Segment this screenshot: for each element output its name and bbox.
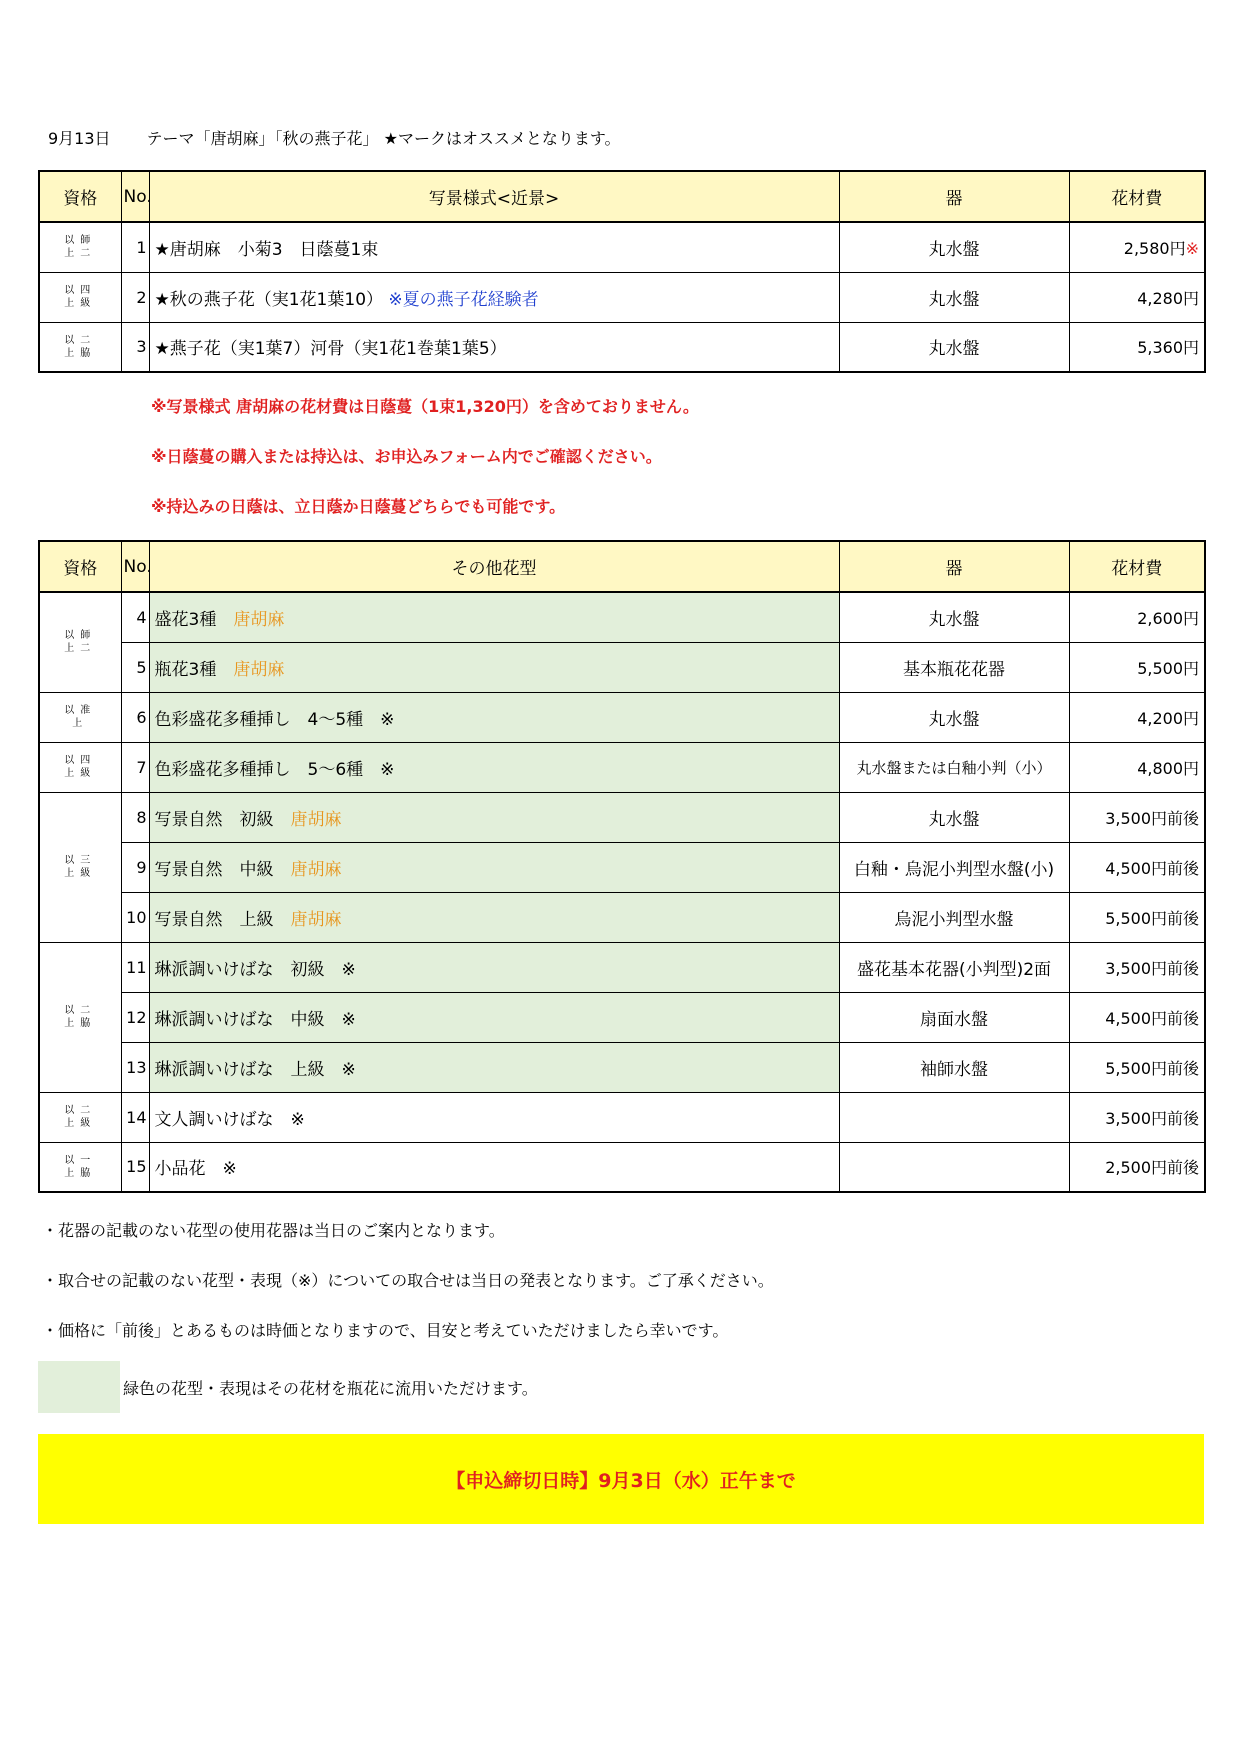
qual-top: 以准 (64, 705, 97, 716)
row-number: 2 (121, 272, 149, 322)
table-row (39, 742, 1205, 792)
style-name-cell (149, 842, 839, 892)
style-name: 琳派調いけばな 初級 ※ (149, 942, 839, 992)
vessel-name: 盛花基本花器(小判型)2面 (839, 942, 1069, 992)
style-name: ★唐胡麻 小菊3 日蔭蔓1束 (149, 222, 839, 272)
vessel-name: 丸水盤 (839, 222, 1069, 272)
vessel-name: 白釉・烏泥小判型水盤(小) (839, 842, 1069, 892)
style-name: ★秋の燕子花（実1花1葉10） (154, 289, 384, 310)
qual-top: 以三 (64, 855, 97, 866)
row-number: 7 (121, 742, 149, 792)
qual-cell (39, 222, 121, 272)
table-row (39, 992, 1205, 1042)
qual-top: 以四 (64, 755, 97, 766)
table-header-row (39, 541, 1205, 592)
price-value: 5,500円前後 (1069, 1042, 1205, 1092)
qual-bottom: 上二 (64, 248, 97, 260)
note-line: ※持込みの日蔭は、立日蔭か日蔭蔓どちらでも可能です。 (151, 497, 566, 516)
header-qual: 資格 (39, 171, 121, 222)
price-value: 3,500円前後 (1069, 942, 1205, 992)
qual-bottom: 上二 (64, 643, 97, 655)
table-row (39, 792, 1205, 842)
style-note: ※夏の燕子花経験者 (388, 289, 539, 310)
table-row (39, 692, 1205, 742)
vessel-name: 丸水盤 (839, 792, 1069, 842)
qual-top: 以四 (64, 285, 97, 296)
header-vessel: 器 (839, 541, 1069, 592)
vessel-name: 烏泥小判型水盤 (839, 892, 1069, 942)
header-price: 花材費 (1069, 541, 1205, 592)
row-number: 4 (121, 592, 149, 642)
table-row (39, 1042, 1205, 1092)
qual-bottom: 上級 (64, 868, 97, 879)
qual-cell (39, 322, 121, 372)
table-row (39, 272, 1205, 322)
price-value: 5,500円前後 (1069, 892, 1205, 942)
vessel-name: 丸水盤 (839, 272, 1069, 322)
qual-top: 以師 (64, 235, 97, 247)
row-number: 14 (121, 1092, 149, 1142)
style-name: 瓶花3種 (154, 659, 217, 680)
event-theme: テーマ「唐胡麻」「秋の燕子花」 ★マークはオススメとなります。 (146, 129, 621, 148)
style-name-cell (149, 592, 839, 642)
row-number: 1 (121, 222, 149, 272)
material-tag: 唐胡麻 (290, 859, 342, 880)
price-value: 4,200円 (1069, 692, 1205, 742)
style-name: 小品花 ※ (149, 1142, 839, 1192)
row-number: 10 (121, 892, 149, 942)
qual-top: 以二 (64, 334, 97, 346)
qual-bottom: 上脇 (64, 347, 97, 359)
style-name: 琳派調いけばな 中級 ※ (149, 992, 839, 1042)
qual-cell (39, 592, 121, 692)
qual-cell (39, 272, 121, 322)
qual-bottom: 上級 (64, 1118, 97, 1129)
qual-top: 以二 (64, 1105, 97, 1116)
header-no: No. (121, 171, 149, 222)
table-row (39, 1142, 1205, 1192)
table-row (39, 642, 1205, 692)
style-name-cell (149, 272, 839, 322)
event-date: 9月13日 (48, 129, 111, 148)
qual-bottom: 上 (72, 718, 89, 729)
table-row (39, 842, 1205, 892)
header-price: 花材費 (1069, 171, 1205, 222)
table-row (39, 222, 1205, 272)
style-name: 写景自然 初級 (154, 809, 274, 830)
deadline-text: 【申込締切日時】9月3日（水）正午まで (446, 1469, 796, 1492)
price-value: 4,280円 (1069, 272, 1205, 322)
price-value: 4,500円前後 (1069, 842, 1205, 892)
material-tag: 唐胡麻 (233, 609, 285, 630)
style-name: 文人調いけばな ※ (149, 1092, 839, 1142)
header-no: No. (121, 541, 149, 592)
header-style: 写景様式<近景> (149, 171, 839, 222)
table-row (39, 1092, 1205, 1142)
table-row (39, 892, 1205, 942)
vessel-name: 基本瓶花花器 (839, 642, 1069, 692)
style-name: 色彩盛花多種挿し 4～5種 ※ (149, 692, 839, 742)
row-number: 8 (121, 792, 149, 842)
qual-top: 以師 (64, 630, 97, 642)
qual-cell (39, 1142, 121, 1192)
note-line: ※写景様式 唐胡麻の花材費は日蔭蔓（1束1,320円）を含めておりません。 (151, 397, 699, 416)
vessel-name: 丸水盤 (839, 322, 1069, 372)
vessel-name (839, 1092, 1069, 1142)
qual-cell (39, 742, 121, 792)
style-name-cell (149, 792, 839, 842)
style-name-cell (149, 642, 839, 692)
note-line: ※日蔭蔓の購入または持込は、お申込みフォーム内でご確認ください。 (151, 447, 662, 466)
vessel-name (839, 1142, 1069, 1192)
qual-cell (39, 1092, 121, 1142)
header-style: その他花型 (149, 541, 839, 592)
vessel-name: 丸水盤 (839, 692, 1069, 742)
qual-bottom: 上級 (64, 298, 97, 309)
style-name-cell (149, 892, 839, 942)
style-name: 琳派調いけばな 上級 ※ (149, 1042, 839, 1092)
style-name: 盛花3種 (154, 609, 217, 630)
legend-text: 緑色の花型・表現はその花材を瓶花に流用いただけます。 (123, 1379, 538, 1398)
vessel-name: 扇面水盤 (839, 992, 1069, 1042)
vessel-name: 袖師水盤 (839, 1042, 1069, 1092)
price-value: 5,500円 (1069, 642, 1205, 692)
qual-top: 以一 (64, 1154, 97, 1166)
price-value: 2,580円 (1123, 238, 1186, 258)
header-qual: 資格 (39, 541, 121, 592)
price-value: 2,600円 (1069, 592, 1205, 642)
table-other-styles (38, 540, 1206, 1193)
vessel-name: 丸水盤 (839, 592, 1069, 642)
table-header-row (39, 171, 1205, 222)
footnote: ・花器の記載のない花型の使用花器は当日のご案内となります。 (42, 1221, 505, 1240)
qual-cell (39, 692, 121, 742)
row-number: 12 (121, 992, 149, 1042)
price-value: 3,500円前後 (1069, 1092, 1205, 1142)
table-row (39, 942, 1205, 992)
row-number: 11 (121, 942, 149, 992)
deadline-banner (38, 1434, 1204, 1524)
row-number: 15 (121, 1142, 149, 1192)
row-number: 6 (121, 692, 149, 742)
footnote: ・価格に「前後」とあるものは時価となりますので、目安と考えていただけましたら幸いです。 (42, 1321, 729, 1340)
page-header (48, 126, 621, 149)
footnote: ・取合せの記載のない花型・表現（※）についての取合せは当日の発表となります。ご了承ください。 (42, 1271, 774, 1290)
qual-bottom: 上級 (64, 768, 97, 779)
price-value: 4,800円 (1069, 742, 1205, 792)
note-mark: ※ (1185, 238, 1199, 258)
row-number: 9 (121, 842, 149, 892)
price-value: 3,500円前後 (1069, 792, 1205, 842)
price-cell (1069, 222, 1205, 272)
material-tag: 唐胡麻 (290, 909, 342, 930)
vessel-name: 丸水盤または白釉小判（小） (839, 742, 1069, 792)
style-name: 写景自然 中級 (154, 859, 274, 880)
material-tag: 唐胡麻 (290, 809, 342, 830)
qual-bottom: 上脇 (64, 1018, 97, 1029)
legend-swatch (38, 1361, 120, 1413)
table-shakei (38, 170, 1206, 373)
table-row (39, 592, 1205, 642)
price-value: 4,500円前後 (1069, 992, 1205, 1042)
header-vessel: 器 (839, 171, 1069, 222)
qual-cell (39, 942, 121, 1092)
qual-bottom: 上脇 (64, 1167, 97, 1179)
price-value: 5,360円 (1069, 322, 1205, 372)
style-name: ★燕子花（実1葉7）河骨（実1花1巻葉1葉5） (149, 322, 839, 372)
style-name: 色彩盛花多種挿し 5～6種 ※ (149, 742, 839, 792)
material-tag: 唐胡麻 (233, 659, 285, 680)
qual-cell (39, 792, 121, 942)
style-name: 写景自然 上級 (154, 909, 274, 930)
qual-top: 以二 (64, 1005, 97, 1016)
price-value: 2,500円前後 (1069, 1142, 1205, 1192)
row-number: 3 (121, 322, 149, 372)
row-number: 13 (121, 1042, 149, 1092)
table-row (39, 322, 1205, 372)
row-number: 5 (121, 642, 149, 692)
